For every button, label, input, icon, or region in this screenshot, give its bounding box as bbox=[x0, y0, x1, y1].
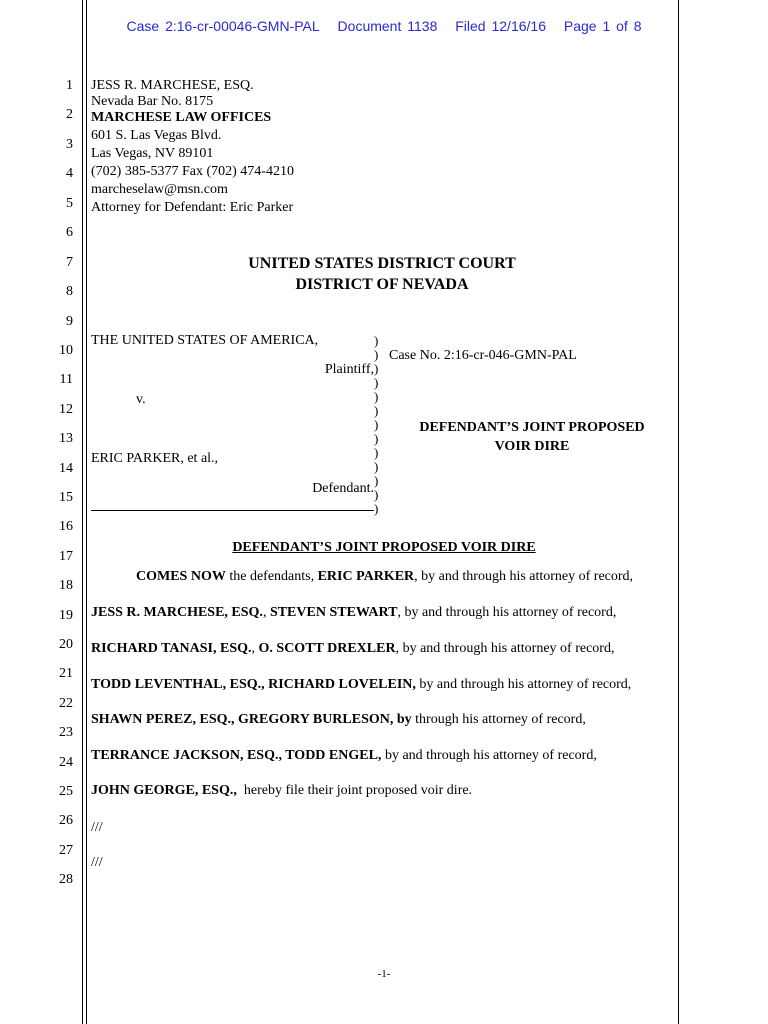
text-segment: O. SCOTT DREXLER bbox=[258, 641, 396, 656]
caption-paren: ) bbox=[374, 445, 379, 460]
left-margin-line-inner bbox=[86, 0, 87, 1024]
firm-address-street: 601 S. Las Vegas Blvd. bbox=[91, 128, 222, 143]
line-number: 8 bbox=[66, 284, 73, 299]
caption-paren: ) bbox=[374, 417, 379, 432]
text-segment: by and through his attorney of record, bbox=[381, 748, 597, 763]
text-segment: through his attorney of record, bbox=[411, 712, 586, 727]
right-margin-line bbox=[678, 0, 679, 1024]
line-number: 1 bbox=[66, 78, 73, 93]
firm-email: marcheselaw@msn.com bbox=[91, 182, 228, 197]
header-document-number: Document 1138 bbox=[337, 18, 438, 34]
caption-paren: ) bbox=[374, 487, 379, 502]
line-number: 21 bbox=[59, 666, 73, 681]
body-heading: DEFENDANT’S JOINT PROPOSED VOIR DIRE bbox=[232, 540, 536, 555]
line-number: 28 bbox=[59, 872, 73, 887]
defendant-name: ERIC PARKER, et al., bbox=[91, 451, 219, 466]
line-number: 9 bbox=[66, 314, 73, 329]
text-segment: , bbox=[251, 641, 259, 656]
body-line-20 bbox=[91, 641, 614, 657]
line-number: 11 bbox=[59, 372, 73, 387]
caption-paren: ) bbox=[374, 501, 379, 516]
plaintiff-label: Plaintiff, bbox=[324, 362, 374, 377]
body-line-17 bbox=[136, 569, 633, 585]
caption-paren: ) bbox=[374, 459, 379, 474]
line-number: 6 bbox=[66, 225, 73, 240]
line-number: 25 bbox=[59, 784, 73, 799]
body-line-22 bbox=[91, 712, 586, 728]
body-line-19 bbox=[91, 605, 616, 621]
caption-paren: ) bbox=[374, 403, 379, 418]
text-segment: STEVEN STEWART bbox=[269, 605, 398, 620]
versus-text: v. bbox=[136, 392, 146, 407]
line-number: 22 bbox=[59, 696, 73, 711]
caption-paren: ) bbox=[374, 389, 379, 404]
line-number: 19 bbox=[59, 608, 73, 623]
line-number: 12 bbox=[59, 402, 73, 417]
text-segment: the defendants, bbox=[225, 569, 318, 584]
case-number: Case No. 2:16-cr-046-GMN-PAL bbox=[389, 348, 577, 363]
law-firm-name: MARCHESE LAW OFFICES bbox=[91, 110, 272, 125]
attorney-role: Attorney for Defendant: Eric Parker bbox=[91, 200, 294, 215]
court-district: DISTRICT OF NEVADA bbox=[295, 276, 469, 293]
page-number: -1- bbox=[377, 968, 391, 980]
line-number: 5 bbox=[66, 196, 73, 211]
filing-header bbox=[0, 18, 768, 34]
attorney-name: JESS R. MARCHESE, ESQ. bbox=[91, 78, 254, 93]
header-case-number: Case 2:16-cr-00046-GMN-PAL bbox=[126, 18, 320, 34]
line-number: 13 bbox=[59, 431, 73, 446]
text-segment: RICHARD TANASI, ESQ. bbox=[91, 641, 252, 656]
caption-underline bbox=[91, 510, 374, 511]
line-number: 16 bbox=[59, 519, 73, 534]
body-line-21 bbox=[91, 677, 631, 693]
text-segment: by and through his attorney of record, bbox=[415, 677, 632, 692]
line-number: 20 bbox=[59, 637, 73, 652]
header-filed-date: Filed 12/16/16 bbox=[455, 18, 546, 34]
line-number: 2 bbox=[66, 107, 73, 122]
text-segment: JOHN GEORGE, ESQ., bbox=[91, 783, 237, 798]
court-name: UNITED STATES DISTRICT COURT bbox=[248, 255, 516, 272]
text-segment: JESS R. MARCHESE, ESQ. bbox=[91, 605, 263, 620]
line-number: 7 bbox=[66, 255, 73, 270]
caption-paren: ) bbox=[374, 347, 379, 362]
text-segment: , bbox=[262, 605, 270, 620]
line-number: 27 bbox=[59, 843, 73, 858]
firm-address-city: Las Vegas, NV 89101 bbox=[91, 146, 214, 161]
caption-paren: ) bbox=[374, 431, 379, 446]
attorney-bar-number: Nevada Bar No. 8175 bbox=[91, 94, 214, 109]
text-segment: , by and through his attorney of record, bbox=[397, 605, 617, 620]
text-segment: SHAWN PEREZ, ESQ., GREGORY BURLESON, by bbox=[91, 712, 412, 727]
body-line-24 bbox=[91, 783, 472, 799]
line-number: 23 bbox=[59, 725, 73, 740]
text-segment: hereby file their joint proposed voir dire. bbox=[236, 783, 473, 798]
line-number: 24 bbox=[59, 755, 73, 770]
line-number: 15 bbox=[59, 490, 73, 505]
text-segment: COMES NOW bbox=[136, 569, 226, 584]
text-segment: ERIC PARKER bbox=[317, 569, 415, 584]
line-number: 26 bbox=[59, 813, 73, 828]
left-margin-line-outer bbox=[82, 0, 83, 1024]
defendant-label: Defendant. bbox=[312, 481, 374, 496]
document-title-line2: VOIR DIRE bbox=[494, 439, 570, 454]
line-number: 3 bbox=[66, 137, 73, 152]
line-number: 18 bbox=[59, 578, 73, 593]
line-number: 10 bbox=[59, 343, 73, 358]
line-number: 14 bbox=[59, 461, 73, 476]
line-number: 17 bbox=[59, 549, 73, 564]
line-number: 4 bbox=[66, 166, 73, 181]
plaintiff-name: THE UNITED STATES OF AMERICA, bbox=[91, 333, 319, 348]
firm-phone-fax: (702) 385-5377 Fax (702) 474-4210 bbox=[91, 164, 294, 179]
separator-marks: /// bbox=[91, 820, 103, 835]
caption-paren: ) bbox=[374, 375, 379, 390]
caption-paren: ) bbox=[374, 361, 379, 376]
text-segment: TERRANCE JACKSON, ESQ., TODD ENGEL, bbox=[91, 748, 382, 763]
separator-marks: /// bbox=[91, 855, 103, 870]
header-page-count: Page 1 of 8 bbox=[563, 18, 642, 34]
document-title-line1: DEFENDANT’S JOINT PROPOSED bbox=[419, 420, 645, 435]
caption-paren: ) bbox=[374, 473, 379, 488]
caption-paren: ) bbox=[374, 333, 379, 348]
text-segment: , by and through his attorney of record, bbox=[395, 641, 615, 656]
body-line-23 bbox=[91, 748, 597, 764]
text-segment: TODD LEVENTHAL, ESQ., RICHARD LOVELEIN, bbox=[91, 677, 416, 692]
text-segment: , by and through his attorney of record, bbox=[414, 569, 634, 584]
